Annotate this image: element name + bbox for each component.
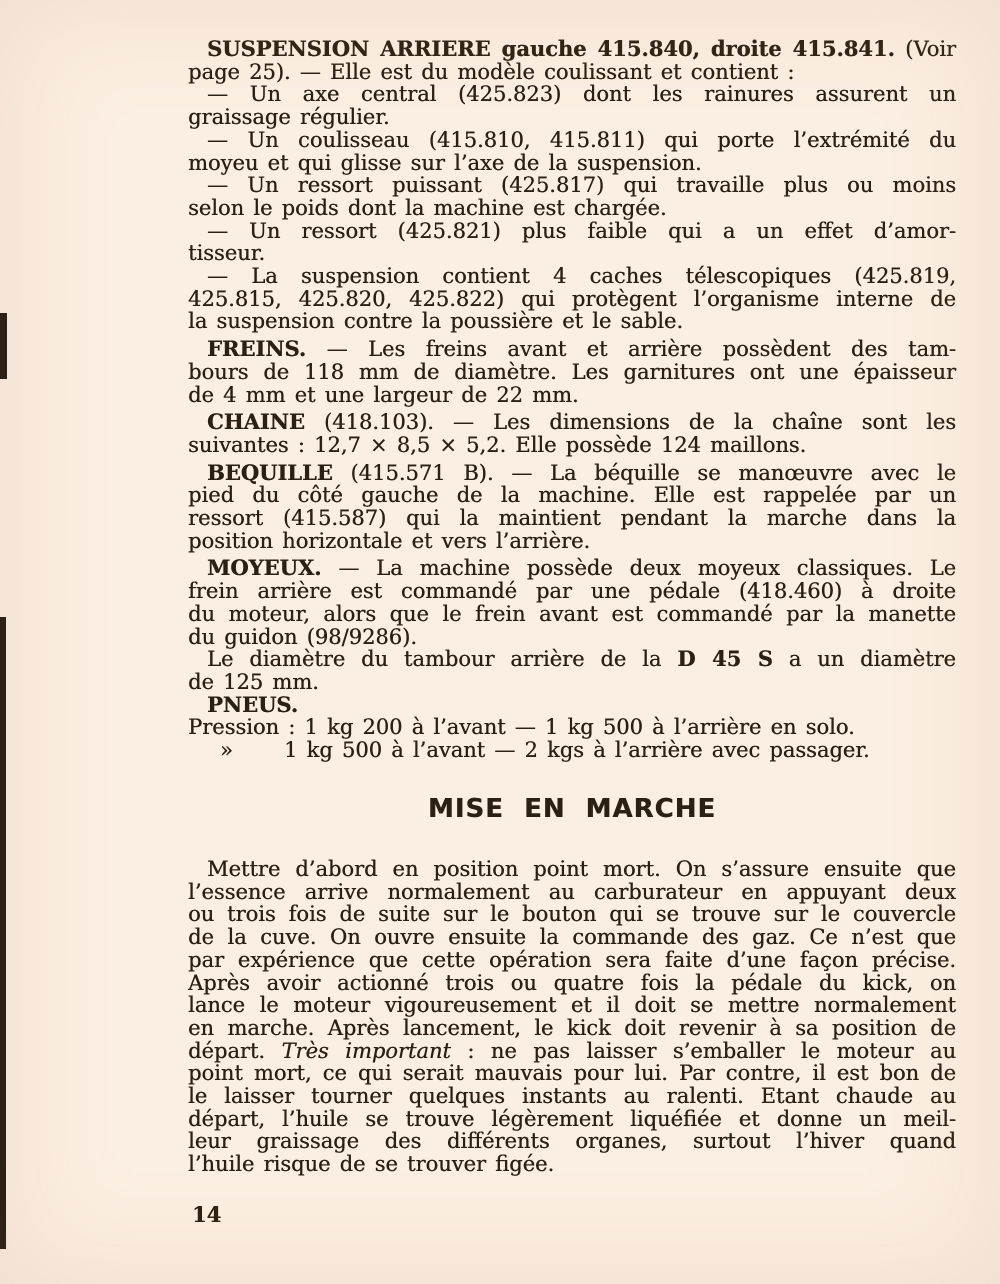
text-line: [188, 197, 956, 220]
text-segment: : ne pas laisser s’emballer le moteur au: [450, 1038, 956, 1063]
text-segment: — Les freins avant et arrière possèdent des tam-: [306, 337, 956, 362]
text-segment: (418.103). — Les dimensions de la chaîne sont les: [304, 410, 956, 435]
text-line: [188, 691, 956, 717]
page-number: 14: [192, 1202, 222, 1227]
text-segment: — Un coulisseau (415.810, 415.811) qui porte l’extrémité du: [207, 127, 956, 152]
text-segment: Mettre d’abord en position point mort. On s’assure ensuite que: [207, 857, 956, 881]
text-segment: a un diamètre: [772, 647, 956, 672]
text-line: [188, 1062, 956, 1085]
paragraph: [188, 691, 956, 717]
bold-text: BEQUILLE: [207, 459, 333, 485]
text-segment: graissage régulier.: [188, 105, 390, 130]
text-segment: en marche. Après lancement, le kick doit revenir à sa position de: [188, 1015, 956, 1040]
text-segment: le laisser tourner quelques instants au ralenti. Etant chaude au: [188, 1084, 956, 1109]
text-line: [188, 881, 956, 904]
text-segment: ressort (415.587) qui la maintient pendant la marche dans la: [188, 506, 956, 531]
text-line: [188, 38, 956, 61]
text-segment: point mort, ce qui serait mauvais pour lui. Par contre, il est bon de: [188, 1061, 956, 1086]
paragraph: [188, 739, 956, 762]
text-segment: 425.815, 425.820, 425.822) qui protègent l’organisme interne de: [188, 286, 956, 311]
paragraph: [188, 858, 956, 1176]
text-segment: selon le poids dont la machine est chargée.: [188, 195, 667, 220]
text-line: [188, 411, 956, 434]
text-line: [188, 1017, 956, 1040]
text-segment: départ, l’huile se trouve légèrement liquéfiée et donne un meil-: [188, 1106, 956, 1131]
scan-artifact-bar-top: [0, 313, 7, 379]
text-line: [188, 361, 956, 384]
paragraph: [188, 265, 956, 333]
text-line: [188, 648, 956, 671]
paragraph: [188, 83, 956, 128]
paragraph: [188, 338, 956, 406]
text-line: [188, 83, 956, 106]
text-line: [188, 739, 956, 762]
text-line: [188, 384, 956, 407]
mise-en-marche-text-block: [188, 858, 956, 1176]
text-line: [188, 265, 956, 288]
text-line: [188, 949, 956, 972]
text-line: [188, 580, 956, 603]
text-segment: »: [220, 738, 233, 763]
text-line: [188, 338, 956, 361]
text-segment: — La suspension contient 4 caches télescopiques (425.819,: [207, 264, 956, 289]
text-segment: (415.571 B). — La béquille se manœuvre avec le: [332, 460, 956, 485]
scan-artifact-bar-bottom: [0, 617, 6, 1249]
text-segment: — Un ressort puissant (425.817) qui travaille plus ou moins: [207, 173, 956, 198]
text-segment: (Voir: [894, 37, 956, 61]
text-line: [188, 288, 956, 311]
text-line: [188, 1108, 956, 1131]
text-line: [188, 459, 956, 485]
text-line: [188, 972, 956, 995]
text-segment: 1 kg 500 à l’avant — 2 kgs à l’arrière avec passager.: [284, 738, 870, 763]
text-segment: position horizontale et vers l’arrière.: [188, 528, 591, 553]
paragraph: [188, 716, 956, 739]
text-segment: page 25). — Elle est du modèle coulissant et contient :: [188, 59, 795, 84]
text-line: [188, 484, 956, 507]
bold-text: PNEUS.: [207, 691, 299, 717]
text-line: [188, 220, 956, 243]
text-segment: bours de 118 mm de diamètre. Les garnitures ont une épaisseur: [188, 359, 956, 384]
text-line: [188, 530, 956, 553]
text-line: [188, 1085, 956, 1108]
text-segment: — La machine possède deux moyeux classiques. Le: [321, 556, 956, 581]
text-segment: l’essence arrive normalement au carburateur en appuyant deux: [188, 879, 956, 904]
text-line: [188, 507, 956, 530]
text-segment: ou trois fois de suite sur le bouton qui se trouve sur le couvercle: [188, 902, 956, 927]
text-line: [188, 858, 956, 881]
text-segment: de 125 mm.: [188, 669, 319, 694]
text-line: [188, 926, 956, 949]
text-segment: de 4 mm et une largeur de 22 mm.: [188, 382, 579, 407]
text-segment: moyeu et qui glisse sur l’axe de la suspension.: [188, 150, 702, 175]
text-segment: Le diamètre du tambour arrière de la: [207, 647, 678, 672]
bold-text: MOYEUX.: [207, 555, 322, 581]
text-line: [188, 557, 956, 580]
paragraph: [188, 648, 956, 693]
text-line: [188, 994, 956, 1017]
text-segment: tisseur.: [188, 241, 266, 266]
text-line: [188, 1130, 956, 1153]
text-line: [188, 626, 956, 649]
text-line: [188, 152, 956, 175]
text-line: [188, 903, 956, 926]
paragraph: [188, 174, 956, 219]
bold-text: SUSPENSION ARRIERE gauche 415.840, droite 415.841.: [207, 36, 895, 61]
paragraph: [188, 129, 956, 174]
text-line: [188, 61, 956, 84]
text-segment: — Un ressort (425.821) plus faible qui a un effet d’amor-: [207, 218, 956, 243]
text-line: [188, 716, 956, 739]
text-line: [188, 242, 956, 265]
text-line: [188, 1040, 956, 1063]
paragraph: [188, 38, 956, 83]
text-segment: Pression : 1 kg 200 à l’avant — 1 kg 500 à l’arrière en solo.: [188, 715, 855, 740]
bold-text: D 45 S: [677, 646, 773, 672]
paragraph: [188, 220, 956, 265]
text-segment: du guidon (98/9286).: [188, 624, 417, 649]
text-segment: de la cuve. On ouvre ensuite la commande des gaz. Ce n’est que: [188, 925, 956, 950]
text-line: [188, 310, 956, 333]
text-segment: par expérience que cette opération sera faite d’une façon précise.: [188, 947, 956, 972]
paragraph: [188, 459, 956, 553]
bold-text: FREINS.: [207, 336, 307, 362]
text-segment: la suspension contre la poussière et le sable.: [188, 309, 684, 334]
text-segment: du moteur, alors que le frein avant est commandé par la manette: [188, 601, 956, 626]
text-segment: l’huile risque de se trouver figée.: [188, 1152, 555, 1177]
text-segment: lance le moteur vigoureusement et il doit se mettre normalement: [188, 993, 956, 1018]
text-line: [188, 106, 956, 129]
text-line: [188, 671, 956, 694]
paragraph: [188, 557, 956, 648]
text-line: [188, 1153, 956, 1176]
bold-text: CHAINE: [207, 409, 305, 435]
text-segment: — Un axe central (425.823) dont les rainures assurent un: [207, 82, 956, 107]
specs-text-block: [188, 38, 956, 762]
paragraph: [188, 411, 956, 456]
text-line: [188, 174, 956, 197]
text-line: [188, 603, 956, 626]
text-line: [188, 129, 956, 152]
text-segment: départ.: [188, 1038, 282, 1063]
text-segment: suivantes : 12,7 × 8,5 × 5,2. Elle possède 124 maillons.: [188, 432, 807, 457]
text-segment: leur graissage des différents organes, surtout l’hiver quand: [188, 1129, 956, 1154]
text-segment: frein arrière est commandé par une pédale (418.460) à droite: [188, 579, 956, 604]
italic-text: Très important: [281, 1038, 451, 1063]
text-line: [188, 434, 956, 457]
text-segment: Après avoir actionné trois ou quatre fois la pédale du kick, on: [188, 970, 956, 995]
section-heading: MISE EN MARCHE: [427, 794, 717, 824]
text-segment: pied du côté gauche de la machine. Elle est rappelée par un: [188, 483, 956, 508]
